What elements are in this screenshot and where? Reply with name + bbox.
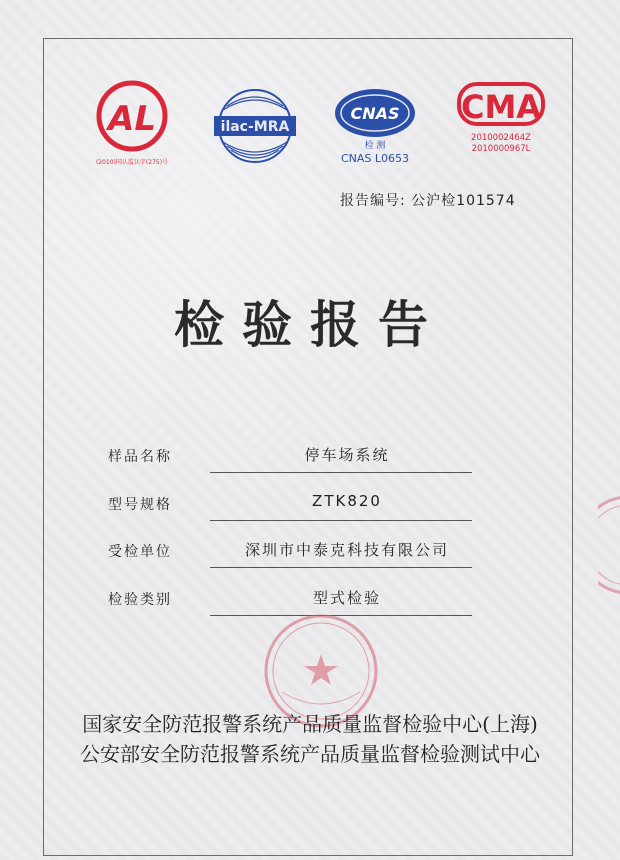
underline: [210, 520, 472, 521]
field-value: 深圳市中泰克科技有限公司: [244, 541, 449, 559]
field-value: 型式检验: [312, 589, 381, 607]
field-model: [108, 494, 488, 518]
cma-logo: [455, 80, 547, 160]
cal-text: AL: [108, 99, 156, 139]
field-label: 样品名称: [108, 449, 172, 465]
field-inspected-unit: [108, 541, 488, 565]
underline: [210, 472, 472, 473]
report-number: 报告编号: 公沪检101574: [340, 193, 516, 209]
ilac-mra-logo: [208, 86, 302, 166]
edge-seal: [598, 495, 620, 595]
underline: [210, 567, 472, 568]
field-inspection-type: [108, 589, 488, 613]
field-value: ZTK820: [312, 492, 382, 510]
org-name-line-2: 公安部安全防范报警系统产品质量监督检验测试中心: [80, 742, 540, 766]
cnas-code: CNAS L0653: [340, 152, 410, 165]
cal-logo: [92, 78, 172, 170]
field-sample-name: [108, 446, 488, 470]
cal-caption: (2010)国认监认字(275)号: [95, 159, 169, 166]
cma-number-1: 2010002464Z: [471, 133, 531, 143]
cnas-logo: [330, 85, 420, 167]
cnas-text: CNAS: [350, 104, 400, 123]
report-title: 检验报告: [174, 296, 446, 354]
field-label: 检验类别: [108, 592, 172, 608]
field-label: 受检单位: [108, 544, 172, 560]
cnas-sub: 检 测: [364, 141, 386, 151]
org-name-line-1: 国家安全防范报警系统产品质量监督检验中心(上海): [82, 712, 538, 736]
field-value: 停车场系统: [304, 446, 390, 464]
cma-text: CMA: [460, 88, 542, 126]
cma-number-2: 2010000967L: [471, 144, 531, 154]
field-label: 型号规格: [108, 497, 172, 513]
ilac-text: ilac-MRA: [220, 119, 290, 135]
